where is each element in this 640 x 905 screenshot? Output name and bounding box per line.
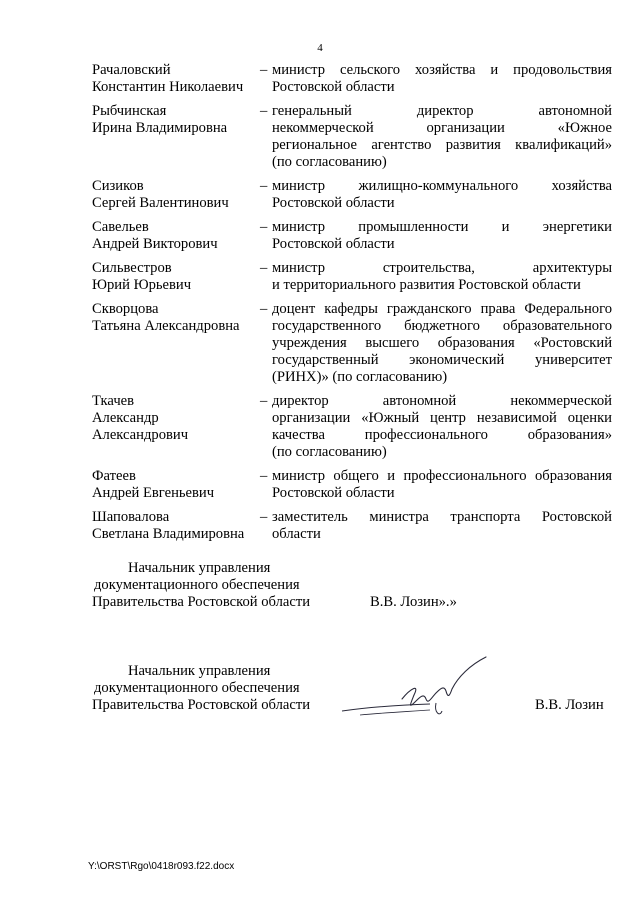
member-position: директор автономной некоммерческой организации «Южный центр независимой оценки качества профессионального образования» (по согласованию) [272, 393, 612, 460]
member-name: Рыбчинская Ирина Владимировна [92, 103, 228, 136]
member-position: министр строительства, архитектуры и территориального развития Ростовской области [272, 260, 612, 293]
member-row [92, 103, 612, 171]
signatory-title: Начальник управления документационного обеспечения Правительства Ростовской области [92, 663, 311, 713]
member-row [92, 301, 612, 386]
closing-signature-title: Начальник управления документационного обеспечения Правительства Ростовской области [92, 560, 311, 610]
member-position: министр промышленности и энергетики Ростовской области [272, 219, 612, 252]
member-row [92, 62, 612, 96]
member-name: Сильвестров Юрий Юрьевич [92, 260, 192, 293]
dash: – [260, 219, 268, 235]
member-row [92, 468, 612, 502]
member-row [92, 178, 612, 212]
dash: – [260, 393, 268, 409]
dash: – [260, 301, 268, 317]
member-position: министр жилищно-коммунального хозяйства Ростовской области [272, 178, 612, 211]
handwritten-signature [340, 655, 490, 725]
member-name: Сизиков Сергей Валентинович [92, 178, 229, 211]
file-path: Y:\ORST\Rgo\0418r093.f22.docx [88, 861, 235, 872]
member-row [92, 509, 612, 543]
member-row [92, 260, 612, 294]
member-name: Рачаловский Константин Николаевич [92, 62, 244, 95]
member-row [92, 219, 612, 253]
dash: – [260, 468, 268, 484]
member-name: Скворцова Татьяна Александровна [92, 301, 240, 334]
member-position: доцент кафедры гражданского права Федерального государственного бюджетного образовательного учреждения высшего образования «Ростовский государственный экономический университет (РИНХ)» (по согласованию) [272, 301, 612, 385]
member-name: Шаповалова Светлана Владимировна [92, 509, 245, 542]
signatory-name: В.В. Лозин [535, 697, 604, 713]
members-list [92, 62, 612, 550]
member-name: Ткачев Александр Александрович [92, 393, 189, 443]
page-number: 4 [317, 42, 323, 54]
member-row [92, 393, 612, 461]
member-name: Фатеев Андрей Евгеньевич [92, 468, 215, 501]
member-position: министр сельского хозяйства и продовольствия Ростовской области [272, 62, 612, 95]
dash: – [260, 103, 268, 119]
member-name: Савельев Андрей Викторович [92, 219, 218, 252]
closing-signature-name: В.В. Лозин».» [370, 594, 457, 610]
member-position: министр общего и профессионального образования Ростовской области [272, 468, 612, 501]
dash: – [260, 62, 268, 78]
dash: – [260, 509, 268, 525]
member-position: заместитель министра транспорта Ростовской области [272, 509, 612, 542]
dash: – [260, 260, 268, 276]
dash: – [260, 178, 268, 194]
member-position: генеральный директор автономной некоммерческой организации «Южное региональное агентство развития квалификаций» (по согласованию) [272, 103, 612, 170]
